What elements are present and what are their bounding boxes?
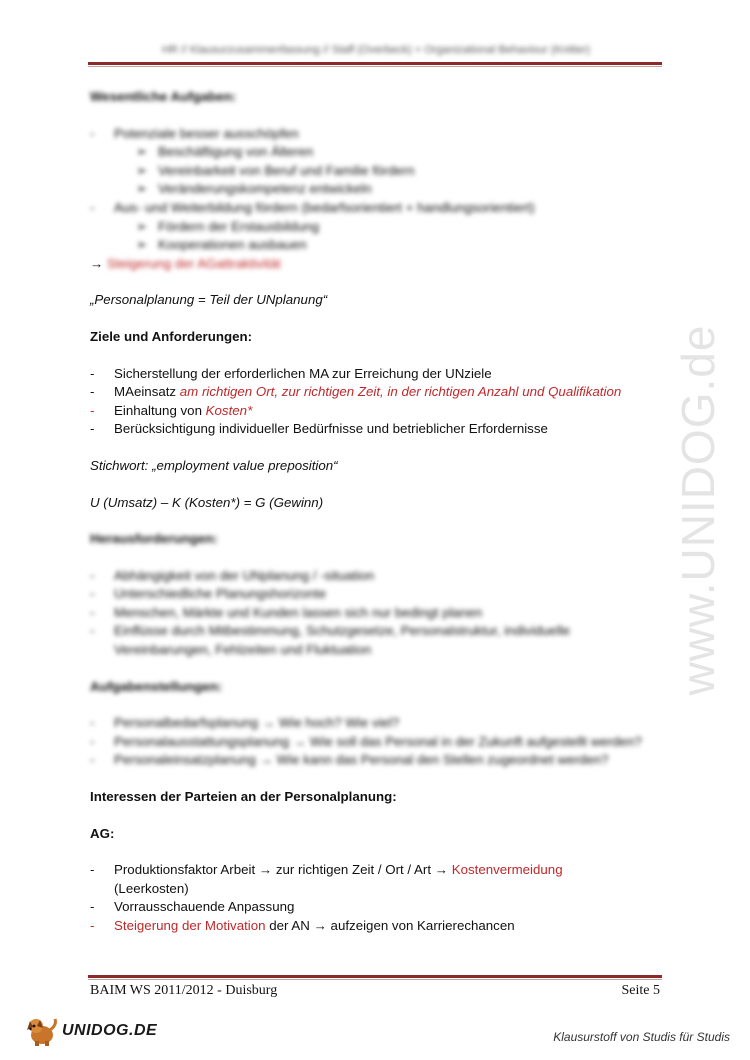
sub-list-item: ➢ Veränderungskompetenz entwickeln	[136, 181, 372, 197]
page-content	[90, 88, 670, 936]
list-item: - Sicherstellung der erforderlichen MA zur Erreichung der UNziele	[90, 365, 492, 381]
sub-list-item: ➢ Beschäftigung von Älteren	[136, 144, 314, 160]
section-heading: Herausforderungen:	[90, 531, 218, 547]
watermark: www.UNIDOG.de	[672, 324, 724, 696]
tagline: Klausurstoff von Studis für Studis	[553, 1030, 730, 1044]
quote-line: „Personalplanung = Teil der UNplanung“	[90, 292, 328, 308]
section-heading-interessen: Interessen der Parteien an der Personalplanung:	[90, 789, 397, 805]
list-item: - Menschen, Märkte und Kunden lassen sich nur bedingt planen	[90, 604, 483, 620]
sub-list-item: ➢ Kooperationen ausbauen	[136, 237, 307, 253]
sub-list-item: ➢ Fördern der Erstausbildung	[136, 218, 320, 234]
stichwort-line: Stichwort: „employment value preposition“	[90, 457, 338, 473]
list-item: - Produktionsfaktor Arbeit → zur richtigen Zeit / Ort / Art → Kostenvermeidung	[90, 862, 563, 878]
list-item: - Vorrausschauende Anpassung	[90, 899, 295, 915]
list-item: - Einflüsse durch Mitbestimmung, Schutzgesetze, Personalstruktur, individuelle	[90, 623, 571, 639]
list-item: - MAeinsatz am richtigen Ort, zur richtigen Zeit, in der richtigen Anzahl und Qualifikation	[90, 384, 622, 400]
list-item: - Potenziale besser ausschöpfen	[90, 125, 299, 141]
dog-icon	[24, 1015, 60, 1047]
footer-rule	[88, 975, 662, 978]
sub-list-item: ➢ Vereinbarkeit von Beruf und Familie fördern	[136, 162, 415, 178]
section-heading-ziele: Ziele und Anforderungen:	[90, 328, 253, 344]
logo-text: UNIDOG.DE	[62, 1022, 158, 1039]
list-item-cont: Vereinbarungen, Fehlzeiten und Fluktuation	[114, 642, 372, 658]
header-rule	[88, 62, 662, 65]
list-item: - Berücksichtigung individueller Bedürfnisse und betrieblicher Erfordernisse	[90, 421, 548, 437]
list-item: - Unterschiedliche Planungshorizonte	[90, 586, 327, 602]
section-heading: Wesentliche Aufgaben:	[90, 89, 237, 104]
header-rule-thin	[88, 66, 662, 67]
section-heading: Aufgabenstellungen:	[90, 678, 223, 694]
list-item: - Personalausstattungsplanung → Wie soll das Personal in der Zukunft aufgestellt werden?	[90, 733, 642, 749]
list-item: - Personaleinsatzplanung → Wie kann das Personal den Stellen zugeordnet werden?	[90, 752, 609, 768]
formula-line: U (Umsatz) – K (Kosten*) = G (Gewinn)	[90, 494, 324, 510]
list-item: - Einhaltung von Kosten*	[90, 402, 253, 418]
list-item: - Steigerung der Motivation der AN → aufzeigen von Karrierechancen	[90, 918, 515, 933]
footer-page-number: Seite 5	[621, 983, 660, 998]
result-line: → Steigerung der AGattraktivität	[90, 255, 281, 271]
footer-rule-thin	[88, 979, 662, 980]
list-item: - Aus- und Weiterbildung fördern (bedarfsorientiert + handlungsorientiert)	[90, 199, 535, 215]
footer-left: BAIM WS 2011/2012 - Duisburg	[90, 983, 278, 998]
unidog-logo[interactable]	[24, 1014, 157, 1048]
page-header: HR // Klausurzusammenfassung // Staff (Overbeck) + Organizational Behaviour (Knitter)	[161, 44, 591, 56]
ag-heading: AG:	[90, 825, 115, 841]
list-item: - Personalbedarfsplanung → Wie hoch? Wie viel?	[90, 715, 400, 731]
list-item: - Abhängigkeit von der UNplanung / -situation	[90, 567, 375, 583]
arrow-icon: →	[90, 255, 104, 271]
list-item-cont: (Leerkosten)	[114, 880, 189, 896]
section-aufgaben	[90, 88, 670, 255]
section-herausforderungen	[90, 530, 670, 770]
